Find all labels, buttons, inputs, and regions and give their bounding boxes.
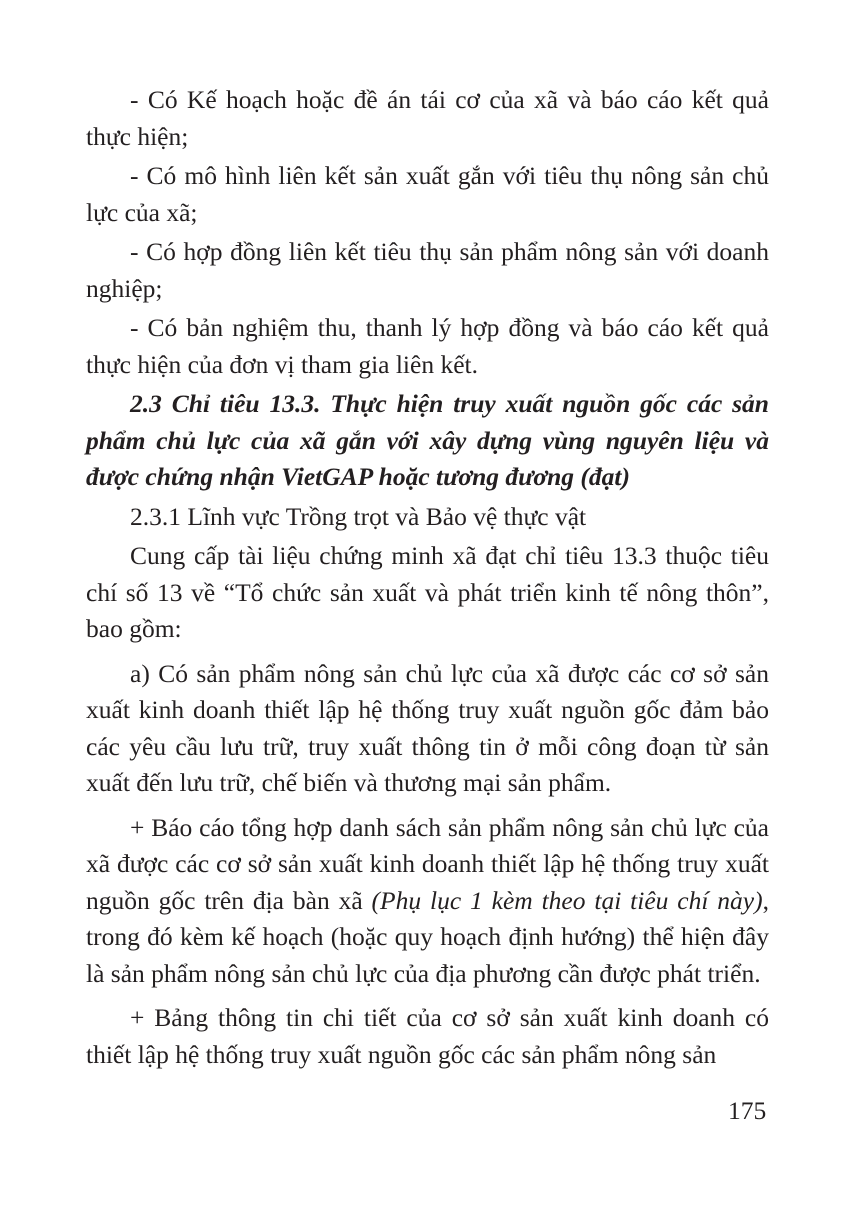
paragraph: + Bảng thông tin chi tiết của cơ sở sản xuất kinh doanh có thiết lập hệ thống truy xuất nguồn gốc các sản phẩm nông sản [86, 1003, 769, 1069]
paragraph-text: + Báo cáo tổng hợp danh sách sản phẩm nông sản chủ lực của xã được các cơ sở sản xuất kinh doanh thiết lập hệ thống truy xuất nguồn gốc trên địa bàn xã [86, 812, 769, 915]
page-number: 175 [728, 1096, 767, 1125]
paragraph: - Có mô hình liên kết sản xuất gắn với tiêu thụ nông sản chủ lực của xã; [86, 161, 769, 227]
paragraph-italic-reference: (Phụ lục 1 kèm theo tại tiêu chí này) [371, 885, 763, 915]
document-page [86, 82, 769, 1076]
paragraph: a) Có sản phẩm nông sản chủ lực của xã được các cơ sở sản xuất kinh doanh thiết lập hệ thống truy xuất nguồn gốc đảm bảo các yêu cầu lưu trữ, truy xuất thông tin ở mỗi công đoạn từ sản xuất đến lưu trữ, chế biến và thương mại sản phẩm. [86, 658, 769, 797]
section-heading: 2.3 Chỉ tiêu 13.3. Thực hiện truy xuất nguồn gốc các sản phẩm chủ lực của xã gắn với xây dựng vùng nguyên liệu và được chứng nhận VietGAP hoặc tương đương (đạt) [86, 389, 769, 491]
paragraph-text: , trong đó kèm kế hoạch (hoặc quy hoạch định hướng) thể hiện đây là sản phẩm nông sản chủ lực của địa phương cần được phát triển. [86, 885, 769, 988]
paragraph: - Có Kế hoạch hoặc đề án tái cơ của xã và báo cáo kết quả thực hiện; [86, 85, 769, 151]
paragraph: Cung cấp tài liệu chứng minh xã đạt chỉ tiêu 13.3 thuộc tiêu chí số 13 về “Tổ chức sản xuất và phát triển kinh tế nông thôn”, bao gồm: [86, 541, 769, 643]
paragraph: - Có bản nghiệm thu, thanh lý hợp đồng và báo cáo kết quả thực hiện của đơn vị tham gia liên kết. [86, 313, 769, 379]
subsection-heading: 2.3.1 Lĩnh vực Trồng trọt và Bảo vệ thực vật [130, 501, 587, 531]
paragraph: - Có hợp đồng liên kết tiêu thụ sản phẩm nông sản với doanh nghiệp; [86, 237, 769, 303]
paragraph [86, 810, 769, 993]
